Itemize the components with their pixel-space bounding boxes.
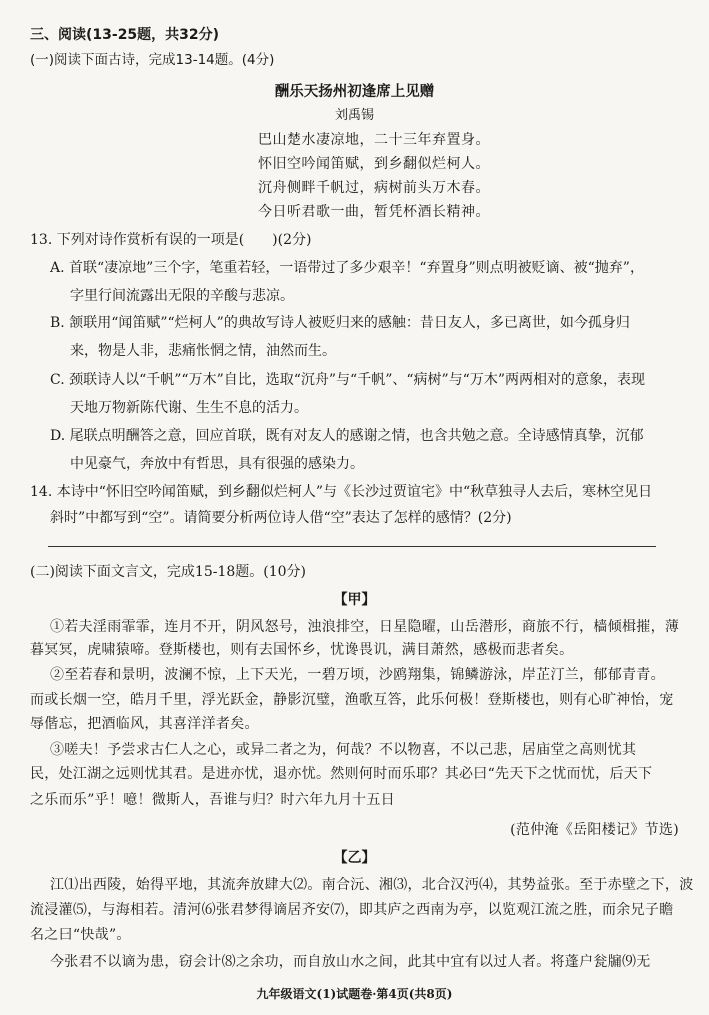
q13-option-d-line1: D. 尾联点明酬答之意，回应首联，既有对友人的感谢之情，也含共勉之意。全诗感情真挚，沉郁 bbox=[50, 428, 644, 444]
poem-line-3: 沉舟侧畔千帆过，病树前头万木春。 bbox=[258, 180, 490, 196]
jia-p1-line1: ①若夫淫雨霏霏，连月不开，阴风怒号，浊浪排空，日星隐曜，山岳潜形，商旅不行，樯倾楫摧，薄 bbox=[50, 619, 680, 635]
poem-line-2: 怀旧空吟闻笛赋，到乡翻似烂柯人。 bbox=[258, 156, 490, 172]
poem-line-4: 今日听君歌一曲，暂凭杯酒长精神。 bbox=[258, 204, 490, 220]
poem-line-1: 巴山楚水凄凉地，二十三年弃置身。 bbox=[258, 132, 490, 148]
jia-p2-line1: ②至若春和景明，波澜不惊，上下天光，一碧万顷，沙鸥翔集，锦鳞游泳，岸芷汀兰，郁郁青青。 bbox=[50, 667, 665, 683]
yi-p1-line1: 江⑴出西陵，始得平地，其流奔放肆大⑵。南合沅、湘⑶，北合汉沔⑷，其势益张。至于赤壁之下，波 bbox=[50, 877, 694, 893]
jia-title: 【甲】 bbox=[333, 592, 376, 608]
jia-source: (范仲淹《岳阳楼记》节选) bbox=[510, 822, 679, 838]
jia-p3-line1: ③嗟夫！予尝求古仁人之心，或异二者之为，何哉？不以物喜，不以己悲，居庙堂之高则忧其 bbox=[50, 742, 637, 758]
yi-title: 【乙】 bbox=[333, 850, 376, 866]
page-footer: 九年级语文(1)试题卷·第4页(共8页) bbox=[256, 987, 453, 1001]
poem-author: 刘禹锡 bbox=[334, 108, 374, 123]
jia-p1-line2: 暮冥冥，虎啸猿啼。登斯楼也，则有去国怀乡，忧谗畏讥，满目萧然，感极而悲者矣。 bbox=[30, 642, 574, 658]
q13-option-a-line2: 字里行间流露出无限的辛酸与悲凉。 bbox=[70, 288, 294, 304]
q13-option-b-line2: 来，物是人非，悲痛怅惘之情，油然而生。 bbox=[70, 343, 336, 359]
yi-p1-line3: 名之曰“快哉”。 bbox=[30, 927, 131, 943]
part1-heading: (一)阅读下面古诗，完成13-14题。(4分) bbox=[30, 52, 275, 68]
jia-p2-line3: 辱偕忘，把酒临风，其喜洋洋者矣。 bbox=[30, 716, 259, 732]
q13-option-b-line1: B. 颔联用“闻笛赋”“烂柯人”的典故写诗人被贬归来的感触：昔日友人，多已离世，如今孤身归 bbox=[50, 315, 630, 331]
jia-p2-line2: 而或长烟一空，皓月千里，浮光跃金，静影沉璧，渔歌互答，此乐何极！登斯楼也，则有心旷神怡，宠 bbox=[30, 692, 674, 708]
q13-option-c-line2: 天地万物新陈代谢、生生不息的活力。 bbox=[70, 400, 308, 416]
q13-option-a-line1: A. 首联“凄凉地”三个字，笔重若轻，一语带过了多少艰辛！“弃置身”则点明被贬谪、被“抛弃”， bbox=[50, 260, 644, 276]
q13-option-d-line2: 中见豪气，奔放中有哲思，具有很强的感染力。 bbox=[70, 456, 364, 472]
jia-p3-line2: 民，处江湖之远则忧其君。是进亦忧，退亦忧。然则何时而乐耶？其必曰“先天下之忧而忧，后天下 bbox=[30, 766, 653, 782]
yi-p1-line2: 流浸灌⑸，与海相若。清河⑹张君梦得谪居齐安⑺，即其庐之西南为亭，以览观江流之胜，而余兄子瞻 bbox=[30, 902, 674, 918]
poem-title: 酬乐天扬州初逢席上见赠 bbox=[274, 83, 435, 100]
part2-heading: (二)阅读下面文言文，完成15-18题。(10分) bbox=[30, 564, 307, 580]
yi-p2-line1: 今张君不以谪为患，窃会计⑻之余功，而自放山水之间，此其中宜有以过人者。将蓬户瓮牖⑼无 bbox=[50, 954, 651, 970]
q13-option-c-line1: C. 颈联诗人以“千帆”“万木”自比，选取“沉舟”与“千帆”、“病树”与“万木”两两相对的意象，表现 bbox=[50, 372, 645, 388]
section-heading: 三、阅读(13-25题，共32分) bbox=[30, 27, 220, 43]
q14-line1: 14. 本诗中“怀旧空吟闻笛赋，到乡翻似烂柯人”与《长沙过贾谊宅》中“秋草独寻人去后，寒林空见日 bbox=[30, 484, 653, 500]
q14-answer-line[interactable] bbox=[48, 546, 656, 547]
q14-line2: 斜时”中都写到“空”。请简要分析两位诗人借“空”表达了怎样的感情？(2分) bbox=[50, 510, 512, 526]
q13-stem: 13. 下列对诗作赏析有误的一项是( )(2分) bbox=[30, 232, 312, 248]
jia-p3-line3: 之乐而乐”乎！噫！微斯人，吾谁与归？时六年九月十五日 bbox=[30, 792, 395, 808]
